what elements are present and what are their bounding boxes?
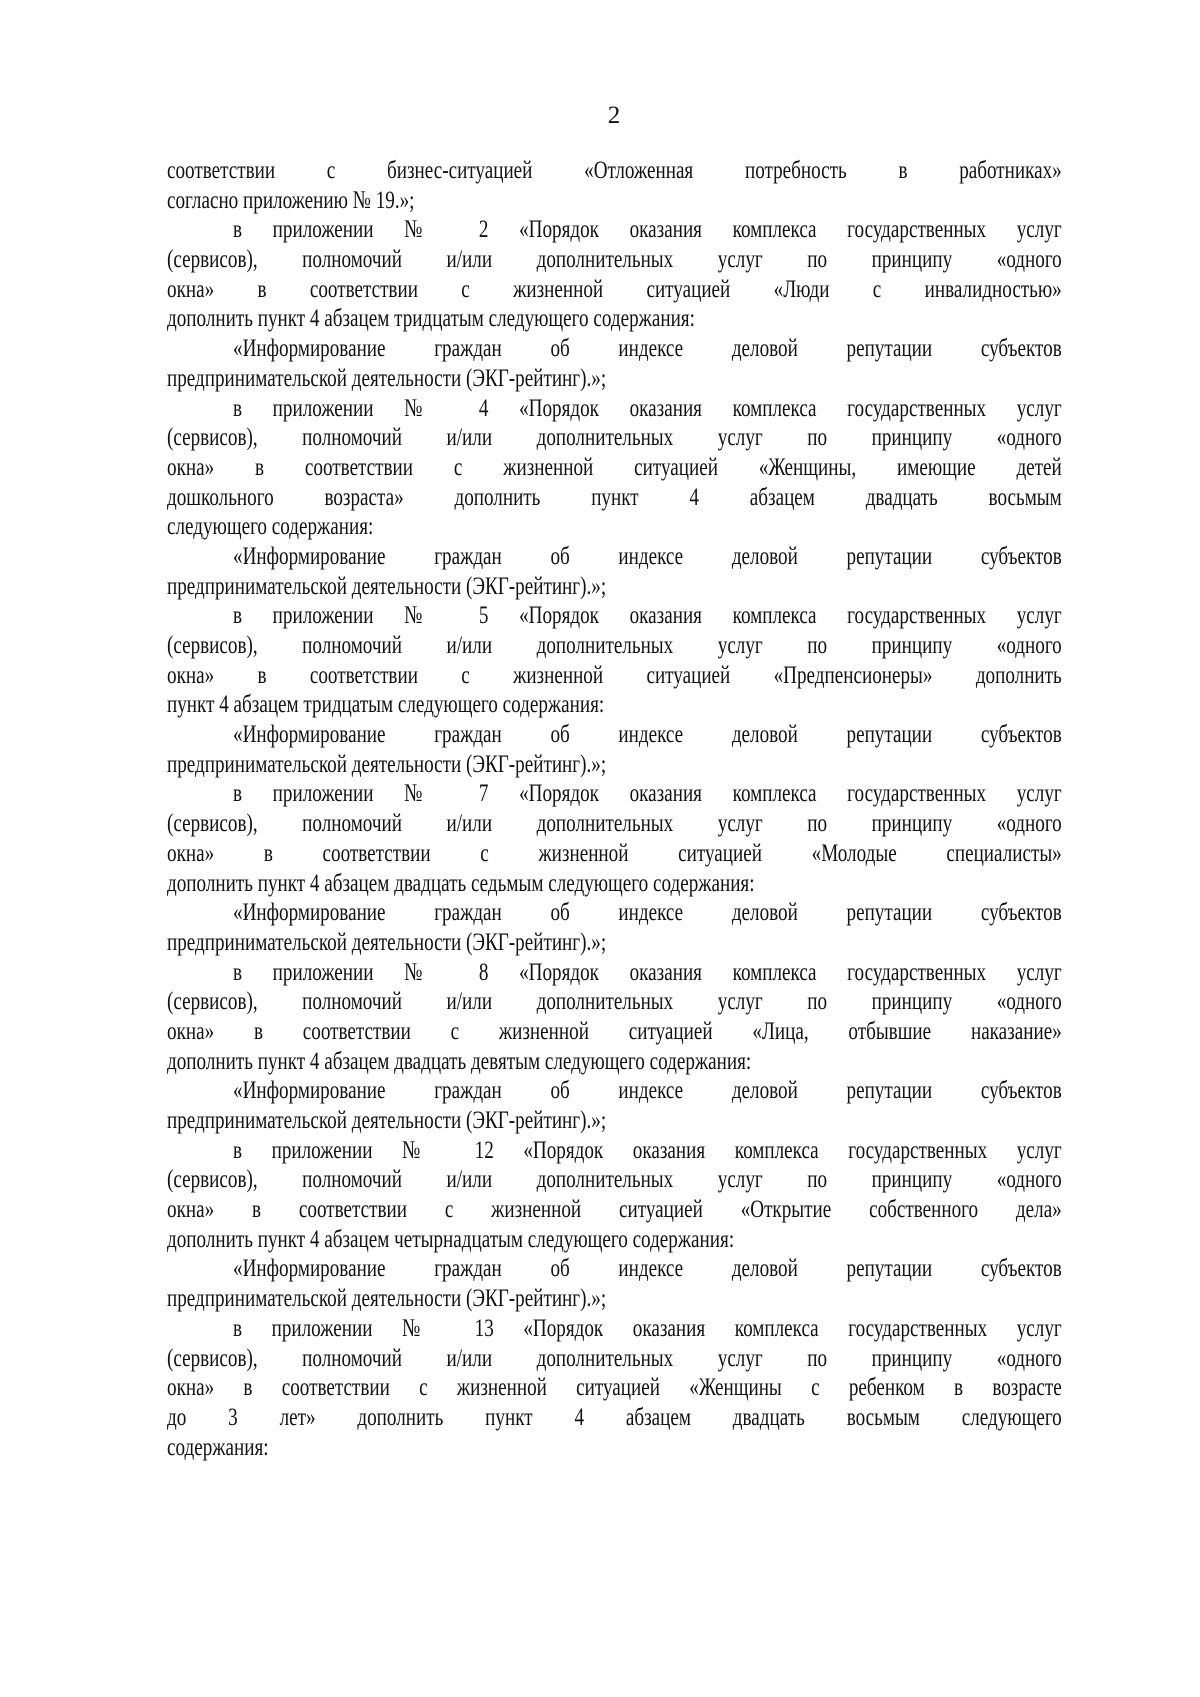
document-body [167,155,1062,1461]
text-line: окна» в соответствии с жизненной ситуацией «Открытие собственного дела» [167,1194,1062,1224]
text-line: окна» в соответствии с жизненной ситуацией «Женщины, имеющие детей [167,451,1062,481]
text-line: соответствии с бизнес-ситуацией «Отложенная потребность в работниках» [167,155,1062,184]
text-line: (сервисов), полномочий и/или дополнительных услуг по принципу «одного [167,244,1062,274]
text-line: дополнить пункт 4 абзацем двадцать девятым следующего содержания: [167,1045,752,1075]
text-line: (сервисов), полномочий и/или дополнительных услуг по принципу «одного [167,808,1062,838]
text-line: в приложении № 5 «Порядок оказания комплекса государственных услуг [233,600,1062,630]
page-number: 2 [607,102,621,129]
text-line: дополнить пункт 4 абзацем тридцатым следующего содержания: [167,303,695,333]
text-line: в приложении № 2 «Порядок оказания комплекса государственных услуг [233,214,1062,244]
text-line: окна» в соответствии с жизненной ситуацией «Люди с инвалидностью» [167,273,1062,303]
text-line: пункт 4 абзацем тридцатым следующего содержания: [167,689,605,719]
text-line: дополнить пункт 4 абзацем четырнадцатым следующего содержания: [167,1223,735,1253]
text-line: предпринимательской деятельности (ЭКГ-рейтинг).»; [167,1105,607,1134]
text-line: следующего содержания: [167,511,374,541]
text-line: «Информирование граждан об индексе деловой репутации субъектов [233,897,1062,927]
text-line: согласно приложению № 19.»; [167,184,415,214]
paragraph [167,778,1062,897]
paragraph [167,957,1062,1076]
paragraph [167,214,1062,333]
paragraph [167,1253,1062,1312]
text-line: «Информирование граждан об индексе деловой репутации субъектов [233,333,1062,363]
paragraph [167,1075,1062,1134]
text-line: «Информирование граждан об индексе деловой репутации субъектов [233,1075,1062,1105]
text-line: (сервисов), полномочий и/или дополнительных услуг по принципу «одного [167,1342,1062,1372]
text-line: «Информирование граждан об индексе деловой репутации субъектов [233,540,1062,570]
text-line: предпринимательской деятельности (ЭКГ-рейтинг).»; [167,362,607,392]
text-line: содержания: [167,1431,269,1461]
text-line: «Информирование граждан об индексе деловой репутации субъектов [233,719,1062,749]
text-line: в приложении № 12 «Порядок оказания комплекса государственных услуг [233,1134,1062,1164]
text-line: в приложении № 8 «Порядок оказания комплекса государственных услуг [233,956,1062,986]
text-line: в приложении № 4 «Порядок оказания комплекса государственных услуг [233,392,1062,422]
text-line: дошкольного возраста» дополнить пункт 4 абзацем двадцать восьмым [167,481,1062,511]
paragraph [167,719,1062,778]
text-line: (сервисов), полномочий и/или дополнительных услуг по принципу «одного [167,1164,1062,1194]
text-line: предпринимательской деятельности (ЭКГ-рейтинг).»; [167,748,607,778]
paragraph [167,1313,1062,1461]
text-line: (сервисов), полномочий и/или дополнительных услуг по принципу «одного [167,422,1062,452]
text-line: «Информирование граждан об индексе деловой репутации субъектов [233,1253,1062,1283]
text-line: окна» в соответствии с жизненной ситуацией «Молодые специалисты» [167,837,1062,867]
text-line: (сервисов), полномочий и/или дополнительных услуг по принципу «одного [167,986,1062,1016]
text-line: предпринимательской деятельности (ЭКГ-рейтинг).»; [167,1283,607,1313]
paragraph [167,333,1062,392]
text-line: (сервисов), полномочий и/или дополнительных услуг по принципу «одного [167,630,1062,659]
paragraph [167,1135,1062,1254]
paragraph [167,600,1062,719]
text-line: в приложении № 13 «Порядок оказания комплекса государственных услуг [233,1312,1062,1342]
text-line: до 3 лет» дополнить пункт 4 абзацем двадцать восьмым следующего [167,1401,1062,1431]
text-line: дополнить пункт 4 абзацем двадцать седьмым следующего содержания: [167,867,755,897]
text-line: окна» в соответствии с жизненной ситуацией «Лица, отбывшие наказание» [167,1015,1062,1045]
text-line: предпринимательской деятельности (ЭКГ-рейтинг).»; [167,926,607,956]
text-line: в приложении № 7 «Порядок оказания комплекса государственных услуг [233,778,1062,808]
paragraph [167,393,1062,541]
text-line: окна» в соответствии с жизненной ситуацией «Предпенсионеры» дополнить [167,659,1062,689]
text-line: окна» в соответствии с жизненной ситуацией «Женщины с ребенком в возрасте [167,1372,1062,1402]
text-line: предпринимательской деятельности (ЭКГ-рейтинг).»; [167,570,607,600]
paragraph [167,541,1062,600]
paragraph [167,897,1062,956]
paragraph [167,155,1062,214]
